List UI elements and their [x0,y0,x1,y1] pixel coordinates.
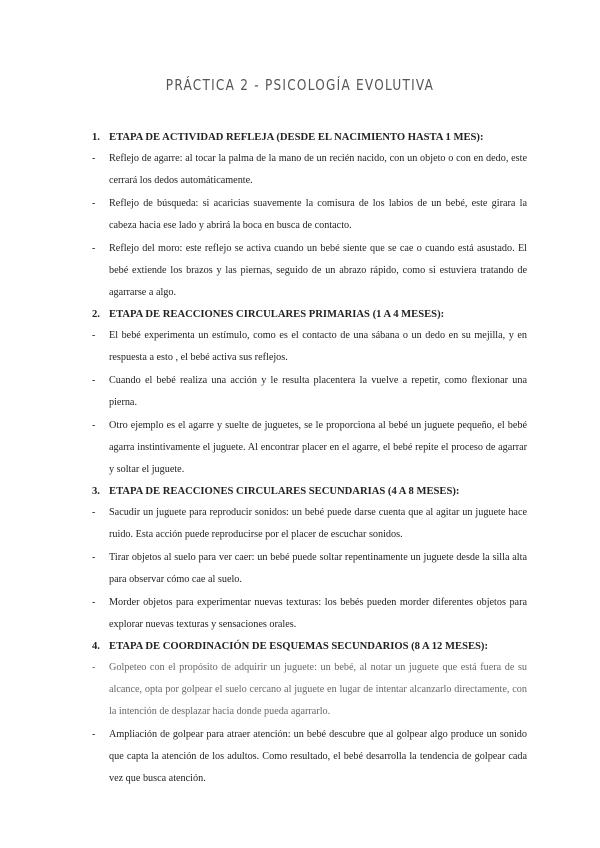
section-3 [92,482,527,636]
bullet-list [92,148,527,304]
list-item-text: Reflejo del moro: este reflejo se activa cuando un bebé siente que se cae o cuando está asustado. El bebé extiende los brazos y las piernas, seguido de un abrazo rápido, como si estuviera tratando de agarrarse a algo. [109,243,527,298]
bullet-dash: - [92,729,96,740]
list-item [92,238,527,304]
bullet-dash: - [92,597,96,608]
list-item-text: Golpeteo con el propósito de adquirir un juguete: un bebé, al notar un juguete que está fuera de su alcance, opta por golpear el suelo cercano al juguete en lugar de intentar alcanzarlo directamente, con la intención de desplazar hacia donde pueda agarrarlo. [109,662,527,717]
list-item-text: Ampliación de golpear para atraer atención: un bebé descubre que al golpear algo produce un sonido que capta la atención de los adultos. Como resultado, el bebé desarrolla la tendencia de golpear cada vez que busca atención. [109,729,527,784]
bullet-dash: - [92,153,96,164]
list-item [92,148,527,192]
list-item-text: Reflejo de agarre: al tocar la palma de la mano de un recién nacido, con un objeto o con en dedo, este cerrará los dedos automáticamente. [109,153,527,186]
section-heading [92,128,527,148]
list-item [92,547,527,591]
list-item [92,193,527,237]
section-title: ETAPA DE ACTIVIDAD REFLEJA (DESDE EL NACIMIENTO HASTA 1 MES): [109,132,484,143]
section-title: ETAPA DE REACCIONES CIRCULARES PRIMARIAS (1 A 4 MESES): [109,309,445,320]
list-item [92,657,527,723]
section-title: ETAPA DE COORDINACIÓN DE ESQUEMAS SECUNDARIOS (8 A 12 MESES): [109,641,488,652]
list-item [92,502,527,546]
list-item-text: Morder objetos para experimentar nuevas texturas: los bebés pueden morder diferentes objetos para explorar nuevas texturas y sensaciones orales. [109,597,527,630]
bullet-dash: - [92,330,96,341]
section-number: 3. [92,486,100,497]
bullet-dash: - [92,420,96,431]
list-item [92,724,527,790]
bullet-dash: - [92,198,96,209]
section-number: 1. [92,132,100,143]
bullet-list [92,657,527,790]
list-item-text: Otro ejemplo es el agarre y suelte de juguetes, se le proporciona al bebé un juguete pequeño, el bebé agarra instintivamente el juguete. Al encontrar placer en el agarre, el bebé repite el proceso de agarrar y soltar el juguete. [109,420,527,475]
list-item-text: El bebé experimenta un estímulo, como es el contacto de una sábana o un dedo en su mejilla, y en respuesta a esto , el bebé activa sus reflejos. [109,330,527,363]
bullet-dash: - [92,662,96,673]
section-1 [92,128,527,304]
list-item [92,325,527,369]
section-heading [92,305,527,325]
document-body [92,128,527,791]
section-number: 4. [92,641,100,652]
bullet-dash: - [92,552,96,563]
bullet-dash: - [92,375,96,386]
bullet-list [92,502,527,636]
section-heading [92,482,527,502]
section-4 [92,637,527,790]
list-item-text: Cuando el bebé realiza una acción y le resulta placentera la vuelve a repetir, como flexionar una pierna. [109,375,527,408]
list-item-text: Reflejo de búsqueda: si acaricias suavemente la comisura de los labios de un bebé, este girara la cabeza hacia ese lado y abrirá la boca en busca de contacto. [109,198,527,231]
page-title: PRÁCTICA 2 - PSICOLOGÍA EVOLUTIVA [165,76,435,94]
list-item-text: Sacudir un juguete para reproducir sonidos: un bebé puede darse cuenta que al agitar un juguete hace ruido. Esta acción puede reproducirse por el placer de escuchar sonidos. [109,507,527,540]
bullet-dash: - [92,507,96,518]
bullet-list [92,325,527,481]
section-number: 2. [92,309,100,320]
list-item-text: Tirar objetos al suelo para ver caer: un bebé puede soltar repentinamente un juguete desde la silla alta para observar cómo cae al suelo. [109,552,527,585]
section-2 [92,305,527,481]
list-item [92,415,527,481]
list-item [92,592,527,636]
section-title: ETAPA DE REACCIONES CIRCULARES SECUNDARIAS (4 A 8 MESES): [109,486,460,497]
list-item [92,370,527,414]
bullet-dash: - [92,243,96,254]
section-heading [92,637,527,657]
